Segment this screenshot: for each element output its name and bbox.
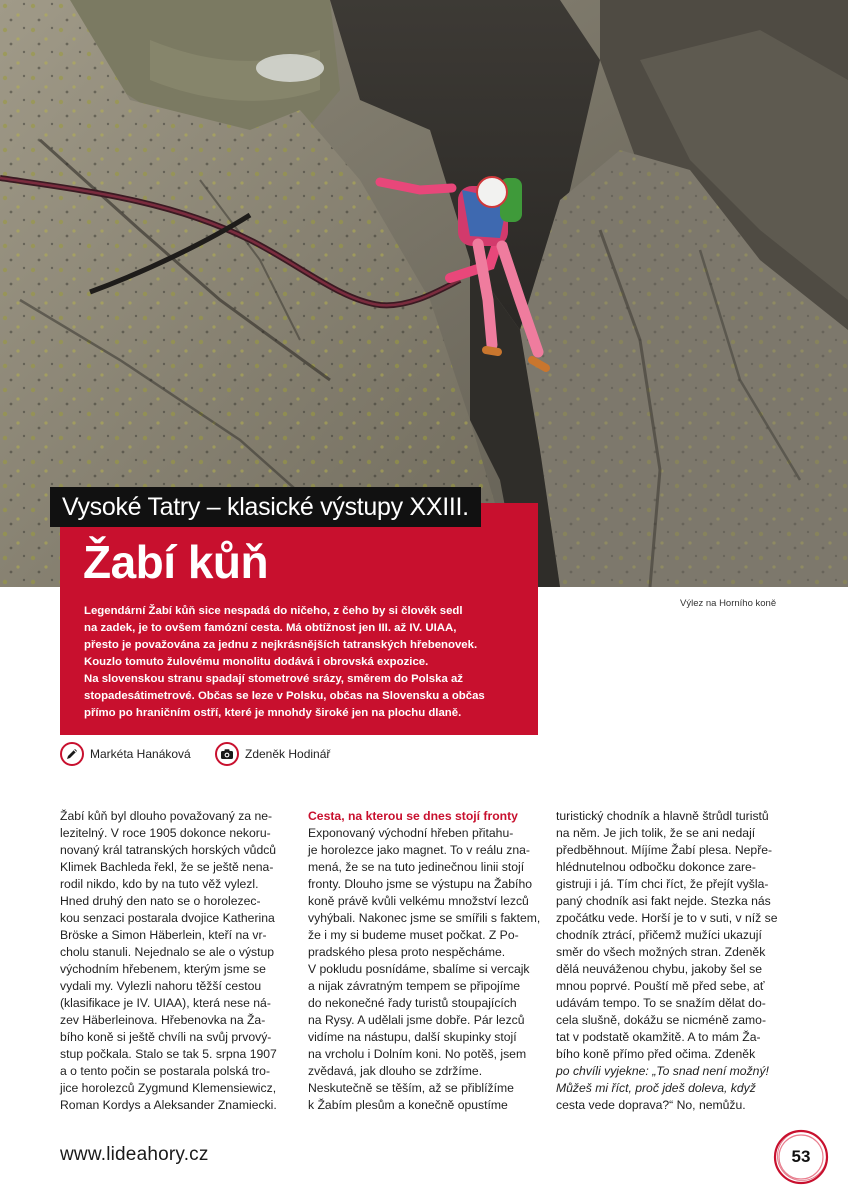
- text-line: na Rysy. A udělali jsme dobře. Pár lezců: [308, 1013, 525, 1027]
- photographer-credit: [215, 741, 330, 767]
- text-line: mnou poprvé. Pouští mě před sebe, ať: [556, 979, 765, 993]
- text-line: cholu stanuli. Nejednalo se ale o výstup: [60, 945, 275, 959]
- text-line: Hned druhý den nato se o horolezec-: [60, 894, 261, 908]
- lede-line: Na slovenskou stranu spadají stometrové srázy, směrem do Polska až: [84, 673, 463, 685]
- author-credit: [60, 741, 191, 767]
- text-line: Exponovaný východní hřeben přitahu-: [308, 826, 514, 840]
- text-line: vydali my. Vylezli nahoru těžší cestou: [60, 979, 262, 993]
- text-line: mená, že se na tuto jedinečnou linii stojí: [308, 860, 525, 874]
- site-url-link[interactable]: www.lideahory.cz: [60, 1144, 209, 1165]
- text-line: Žabí kůň byl dlouho považovaný za ne-: [60, 809, 273, 823]
- text-line: zvědavá, jak dlouho se zdržíme.: [308, 1064, 483, 1078]
- article-headline: Žabí kůň: [83, 536, 269, 588]
- text-line: turistický chodník a hlavně štrůdl turistů: [556, 809, 769, 823]
- lede-line: Legendární Žabí kůň sice nespadá do ničeho, z čeho by si člověk sedl: [84, 605, 463, 617]
- text-line: bího koně si ještě chvíli na svůj prvový-: [60, 1030, 272, 1044]
- lede-line: stopadesátimetrové. Občas se leze v Polsku, občas na Slovensku a občas: [84, 690, 485, 702]
- text-line: k Žabím plesům a konečně opustíme: [308, 1098, 508, 1112]
- text-line: udávám tempo. To se snažím dělat do-: [556, 996, 766, 1010]
- body-column-2: [308, 808, 540, 1114]
- author-name: Markéta Hanáková: [90, 747, 191, 761]
- text-line: gistruji i já. Tím chci říct, že přejít vyšla-: [556, 877, 769, 891]
- text-line: bího koně přímo před očima. Zdeněk: [556, 1047, 756, 1061]
- body-column-3: [556, 808, 792, 1114]
- text-line: zpočátku vede. Horší je to v suti, v níž se: [556, 911, 778, 925]
- text-line: směr do všech možných stran. Zdeněk: [556, 945, 766, 959]
- text-line: je horolezce jako magnet. To v reálu zna-: [308, 843, 530, 857]
- text-line: Neskutečně se těším, až se přiblížíme: [308, 1081, 514, 1095]
- text-line: do nekonečné řady turistů stoupajících: [308, 996, 517, 1010]
- text-line: na vrcholu i Dolním koni. No potěš, jsem: [308, 1047, 527, 1061]
- text-line: cesta vede doprava?“ No, nemůžu.: [556, 1098, 746, 1112]
- series-title: Vysoké Tatry – klasické výstupy XXIII.: [50, 487, 481, 527]
- text-line: chodník ztrácí, přičemž mužíci ukazují: [556, 928, 762, 942]
- photographer-name: Zdeněk Hodinář: [245, 747, 331, 761]
- camera-icon: [215, 742, 239, 766]
- lede-text: [84, 603, 530, 722]
- text-line: lezitelný. V roce 1905 dokonce nekoru-: [60, 826, 271, 840]
- pencil-icon: [60, 742, 84, 766]
- text-line: dělá neuváženou chybu, jakoby šel se: [556, 962, 762, 976]
- text-line: koně právě kvůli velkému množství lezců: [308, 894, 529, 908]
- page-number: 53: [791, 1147, 811, 1166]
- text-line: jice horolezců Zygmund Klemensiewicz,: [60, 1081, 277, 1095]
- text-line: pradského plesa proto nespěcháme.: [308, 945, 506, 959]
- text-line: že i my si budeme muset počkat. Z Po-: [308, 928, 519, 942]
- text-line: vidíme na nástupu, další skupinky stojí: [308, 1030, 517, 1044]
- text-line: kou senzaci postarala dvojice Katherina: [60, 911, 275, 925]
- lede-line: přímo po hraničním ostří, které je mnohdy široké jen na plochu dlaně.: [84, 707, 462, 719]
- text-line: Můžeš mi říct, proč jdeš doleva, když: [556, 1081, 756, 1095]
- text-line: rodil nikdo, kdo by na tuto věž vylezl.: [60, 877, 259, 891]
- text-line: a nijak závratným tempem se připojíme: [308, 979, 521, 993]
- text-line: východním hřebenem, kterým jsme se: [60, 962, 266, 976]
- text-line: Klimek Bachleda řekl, že se ještě nena-: [60, 860, 274, 874]
- lede-line: Kouzlo tomuto žulovému monolitu dodává i obrovská expozice.: [84, 656, 429, 668]
- text-line: novaný král tatranských horských vůdců: [60, 843, 277, 857]
- text-line: předběhnout. Míjíme Žabí plesa. Nepře-: [556, 843, 773, 857]
- photo-caption: Výlez na Horního koně: [680, 598, 777, 609]
- lede-line: přesto je považována za jednu z nejkrásnějších tatranských hřebenovek.: [84, 639, 478, 651]
- text-line: fronty. Dlouho jsme se výstupu na Žabího: [308, 877, 533, 891]
- text-line: a o tento počin se postarala polská tro-: [60, 1064, 271, 1078]
- text-line: V pokludu posnídáme, sbalíme si vercajk: [308, 962, 530, 976]
- text-line: paný chodník asi fakt nejde. Stezka nás: [556, 894, 771, 908]
- text-line: Bröske a Simon Häberlein, kteří na vr-: [60, 928, 267, 942]
- text-line: zev Häberleinova. Hřebenovka na Ža-: [60, 1013, 266, 1027]
- body-column-1: [60, 808, 292, 1114]
- text-line: hlédnutelnou odbočku dokonce zare-: [556, 860, 756, 874]
- text-line: vyhýbali. Nakonec jsme se smířili s faktem,: [308, 911, 541, 925]
- text-line: Roman Kordys a Aleksander Znamiecki.: [60, 1098, 277, 1112]
- text-line: po chvíli vyjekne: „To snad není možný!: [556, 1064, 769, 1078]
- text-line: (klasifikace je IV. UIAA), která nese ná-: [60, 996, 271, 1010]
- text-line: na něm. Je jich tolik, že se ani nedají: [556, 826, 756, 840]
- text-line: stup počkala. Stalo se tak 5. srpna 1907: [60, 1047, 277, 1061]
- section-subhead: Cesta, na kterou se dnes stojí fronty: [308, 809, 518, 823]
- lede-line: na zadek, je to ovšem famózní cesta. Má obtížnost jen III. až IV. UIAA,: [84, 622, 457, 634]
- text-line: cela slušně, dokážu se nicméně zamo-: [556, 1013, 767, 1027]
- text-line: tat v podstatě okamžitě. A to mám Ža-: [556, 1030, 761, 1044]
